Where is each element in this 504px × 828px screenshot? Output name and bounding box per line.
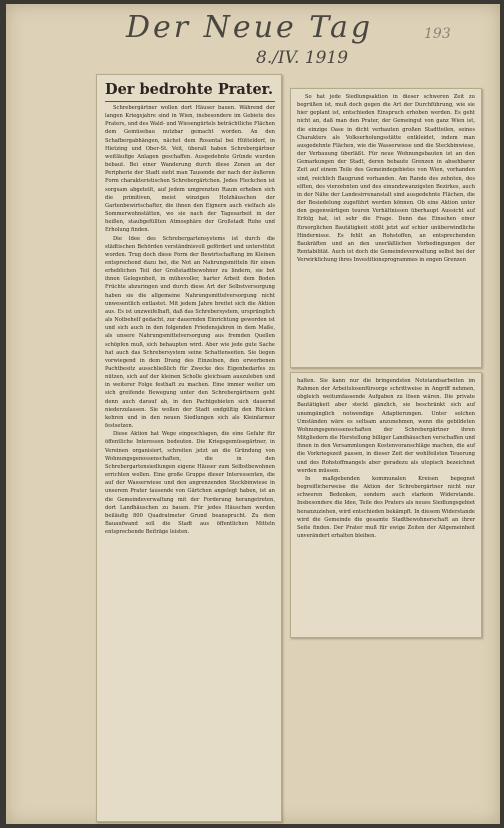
handwritten-newspaper-name: Der Neue Tag [126,10,374,45]
clipping-right-bottom [290,372,482,638]
handwritten-date: 8./IV. 1919 [256,48,349,68]
paragraph: In maßgebenden kommunalen Kreisen begegnet begreiflicherweise die Aktion der Schrebergärtner nicht nur schweren Bedenken, sondern auch starkem Widerstande. Insbesondere die Idee, Teile des Praters als neues Siedlungsgebiet heranzuziehen, wird entschieden bekämpft. In diesem Widerstande wird die Gemeinde die gesamte Stadtbewohnerschaft an ihrer Seite finden. Der Prater muß für ewige Zeiten der Allgemeinheit unverändert erhalten bleiben. [297,475,475,539]
paragraph: Die Idee des Schrebergartensystems ist durch die städtischen Behörden verständnisvoll gefördert und unterstützt worden. Trug doch diese Form der Bewirtschaftung im Kleinen entsprechend dazu bei, die Not an Nahrungsmitteln für einen erheblichen Teil der Großstadtbewohner zu lindern, sie bot ihnen Gelegenheit, in mühevoller, harter Arbeit dem Boden Früchte abzuringen und durch diese Art der Selbstversorgung haben sie die allgemeine Nahrungsmittelversorgung nicht unwesentlich entlastet. Mit jedem Jahre breitet sich die Aktion aus. Es ist unzweifelhaft, daß das Schrebersystem, ursprünglich als Notbehelf gedacht, zur dauernden Einrichtung geworden ist und sich auch in den folgenden Friedensjahren in dem Maße, als unsere Nahrungsmittelversorgung aus fremden Quellen schöpfen muß, sich behaupten wird. Aber wie jede gute Sache hat auch das Schrebersystem seine Schattenseiten. Sie liegen vorwiegend in dem Drang des Einzelnen, den erworbenen Pachtbesitz ausschließlich für Zwecke des Eigenbedarfes zu nützen, sich auf der kleinen Scholle gleichsam auszuleben und in weiterer Folge festhaft zu machen. Eine immer weiter um sich greifende Bewegung unter den Schrebergärtnern geht denn auch darauf ab, in den Pachtgebieten sich dauernd niederzulassen. Sie wollen der Stadt endgültig den Rücken kehren und in den neuen Siedlungen sich als Kleinfarmer festsetzen. [105,235,275,430]
handwritten-page-number: 193 [424,26,451,42]
paragraph: halten. Sie kann nur die bringendsten Notstandsarbeiten im Rahmen der Arbeitslosenfürsorge schrittweise in Angriff nehmen, obgleich weitumfassende Aufgaben zu lösen wären. Die private Bautätigkeit aber steckt gänzlich, sie beschränkt sich auf unumgänglich notwendige Adaptierungen. Unter solchen Umständen wäre es seltsam anzunehmen, wenn die gebildeten Wohnungsgenossenschaften der Schrebergärtner ihren Mitgliedern die Herstellung billiger Landhäuschen verschaffen und ihnen in den Versammlungen Kostenvoranschläge machen, die auf die Vorkriegszeit passen, in dieser Zeit der wohlfeilsten Teuerung und des Rohstoffmangels aber geradezu als utopisch bezeichnet werden müssen. [297,378,475,474]
clipping-right-top [290,88,482,368]
paragraph: So hat jede Siedlungsaktion in dieser schweren Zeit zu begrüßen ist, muß doch gegen die Art der Durchführung, wie sie hier geplant ist, entschieden Einspruch erhoben werden. Es geht nicht an, daß man den Prater, der Gemeingut von ganz Wien ist, die einzige Oase in dicht verbauten großen Stadtteilen, seines Charakters als Volkserholungsstätte entkleidet, indem man ausgedehnte Flächen, wie die Wasserwiese und die Steckbinwiese, der Verbauung überläßt. Für neue Wohnungsbauten ist an den Gemarkungen der Stadt, deren bebaute Grenzen in absehbarer Zeit auf einem Teile des Gemeindegebietes von Wien, vorhanden sind, reichlich Baugrund vorhanden. Am Rande des zehnten, des elften, des vierzehnten und des einundzwanzigsten Bezirkes, auch in der Nähe der Landesirrenanstalt sind ausgedehnte Flächen, die der Besiedelung zugeführt werden können. Ob eine Aktion unter den gegenwärtigen teuren Verhältnissen überhaupt Aussicht auf Erfolg hat, ist sehr die Frage. Denn das Einsehen einer fürsorglichen Bautätigkeit stößt jetzt auf schier unüberwindliche Hindernisse. Es fehlt an Rohstoffen, an entsprechenden Baukräften und an den unerläßlichen Vorbedingungen der Rentabilität. Auch ist doch die Gemeindeverwaltung selbst bei der Verwirklichung ihres Investitionsprogrammes in engen Grenzen [297,94,475,264]
paragraph: Schrebergärtner wollen dort Häuser bauen. Während der langen Kriegsjahre sind in Wien, insbesondere im Gebiete des Praters, und des Wald- und Wiesengürtels beträchtliche Flächen dem Gemüsebau nutzbar gemacht worden. An den Schafbergabhängen, nächst dem Rosental bei Hütteldorf, in Hietzing und Ober-St. Veit, überall haben Schrebergärtner weitläufige Anlagen geschaffen. Ausgedehnte Gründe wurden bebaut. Bei einer Wanderung durch diese Zonen an der Peripherie der Stadt sieht man Tausende der nach der äußeren Form charakteristischen Schrebergärtchen. Jedes Fleckchen ist sorgsam abgeteilt, auf jedem umgrenzten Raum erheben sich die primitiven, meist winzigen Holzhäuschen der Gartenbewirtschafter, die ihnen den Eignern auch vielfach als Sommerwohnstätten, wo sie nach der Tagesarbeit in der heißen, staubgefüllten Atmosphäre der Großstadt Ruhe und Erholung finden. [105,105,275,234]
paragraph: Diese Aktion hat Wege eingeschlagen, die eine Gefahr für öffentliche Interessen bedeuten. Die Kriegsgemüsegärtner, in Vereinen organisiert, schreiten jetzt an die Gründung von Wohnungsgenossenschaften, die in den Schrebergartensiedlungen eigene Häuser zum Selbstbewohnen errichten wollen. Eine große Gruppe dieser Interessenten, die auf der Wasserwiese und den angrenzenden Steckbinwiese in unserem Prater tausende von Gärtchen angelegt haben, ist an die Gemeindeverwaltung mit der Forderung herangetreten, dort Landhäuschen zu bauen. Für jedes Häuschen werden beiläufig 800 Quadratmeter Grund beansprucht. Zu dem Bauaufwand soll die Stadt aus öffentlichen Mitteln entsprechende Beiträge leisten. [105,431,275,536]
clipping-left-column [96,74,282,822]
article-headline: Der bedrohte Prater. [105,81,275,102]
